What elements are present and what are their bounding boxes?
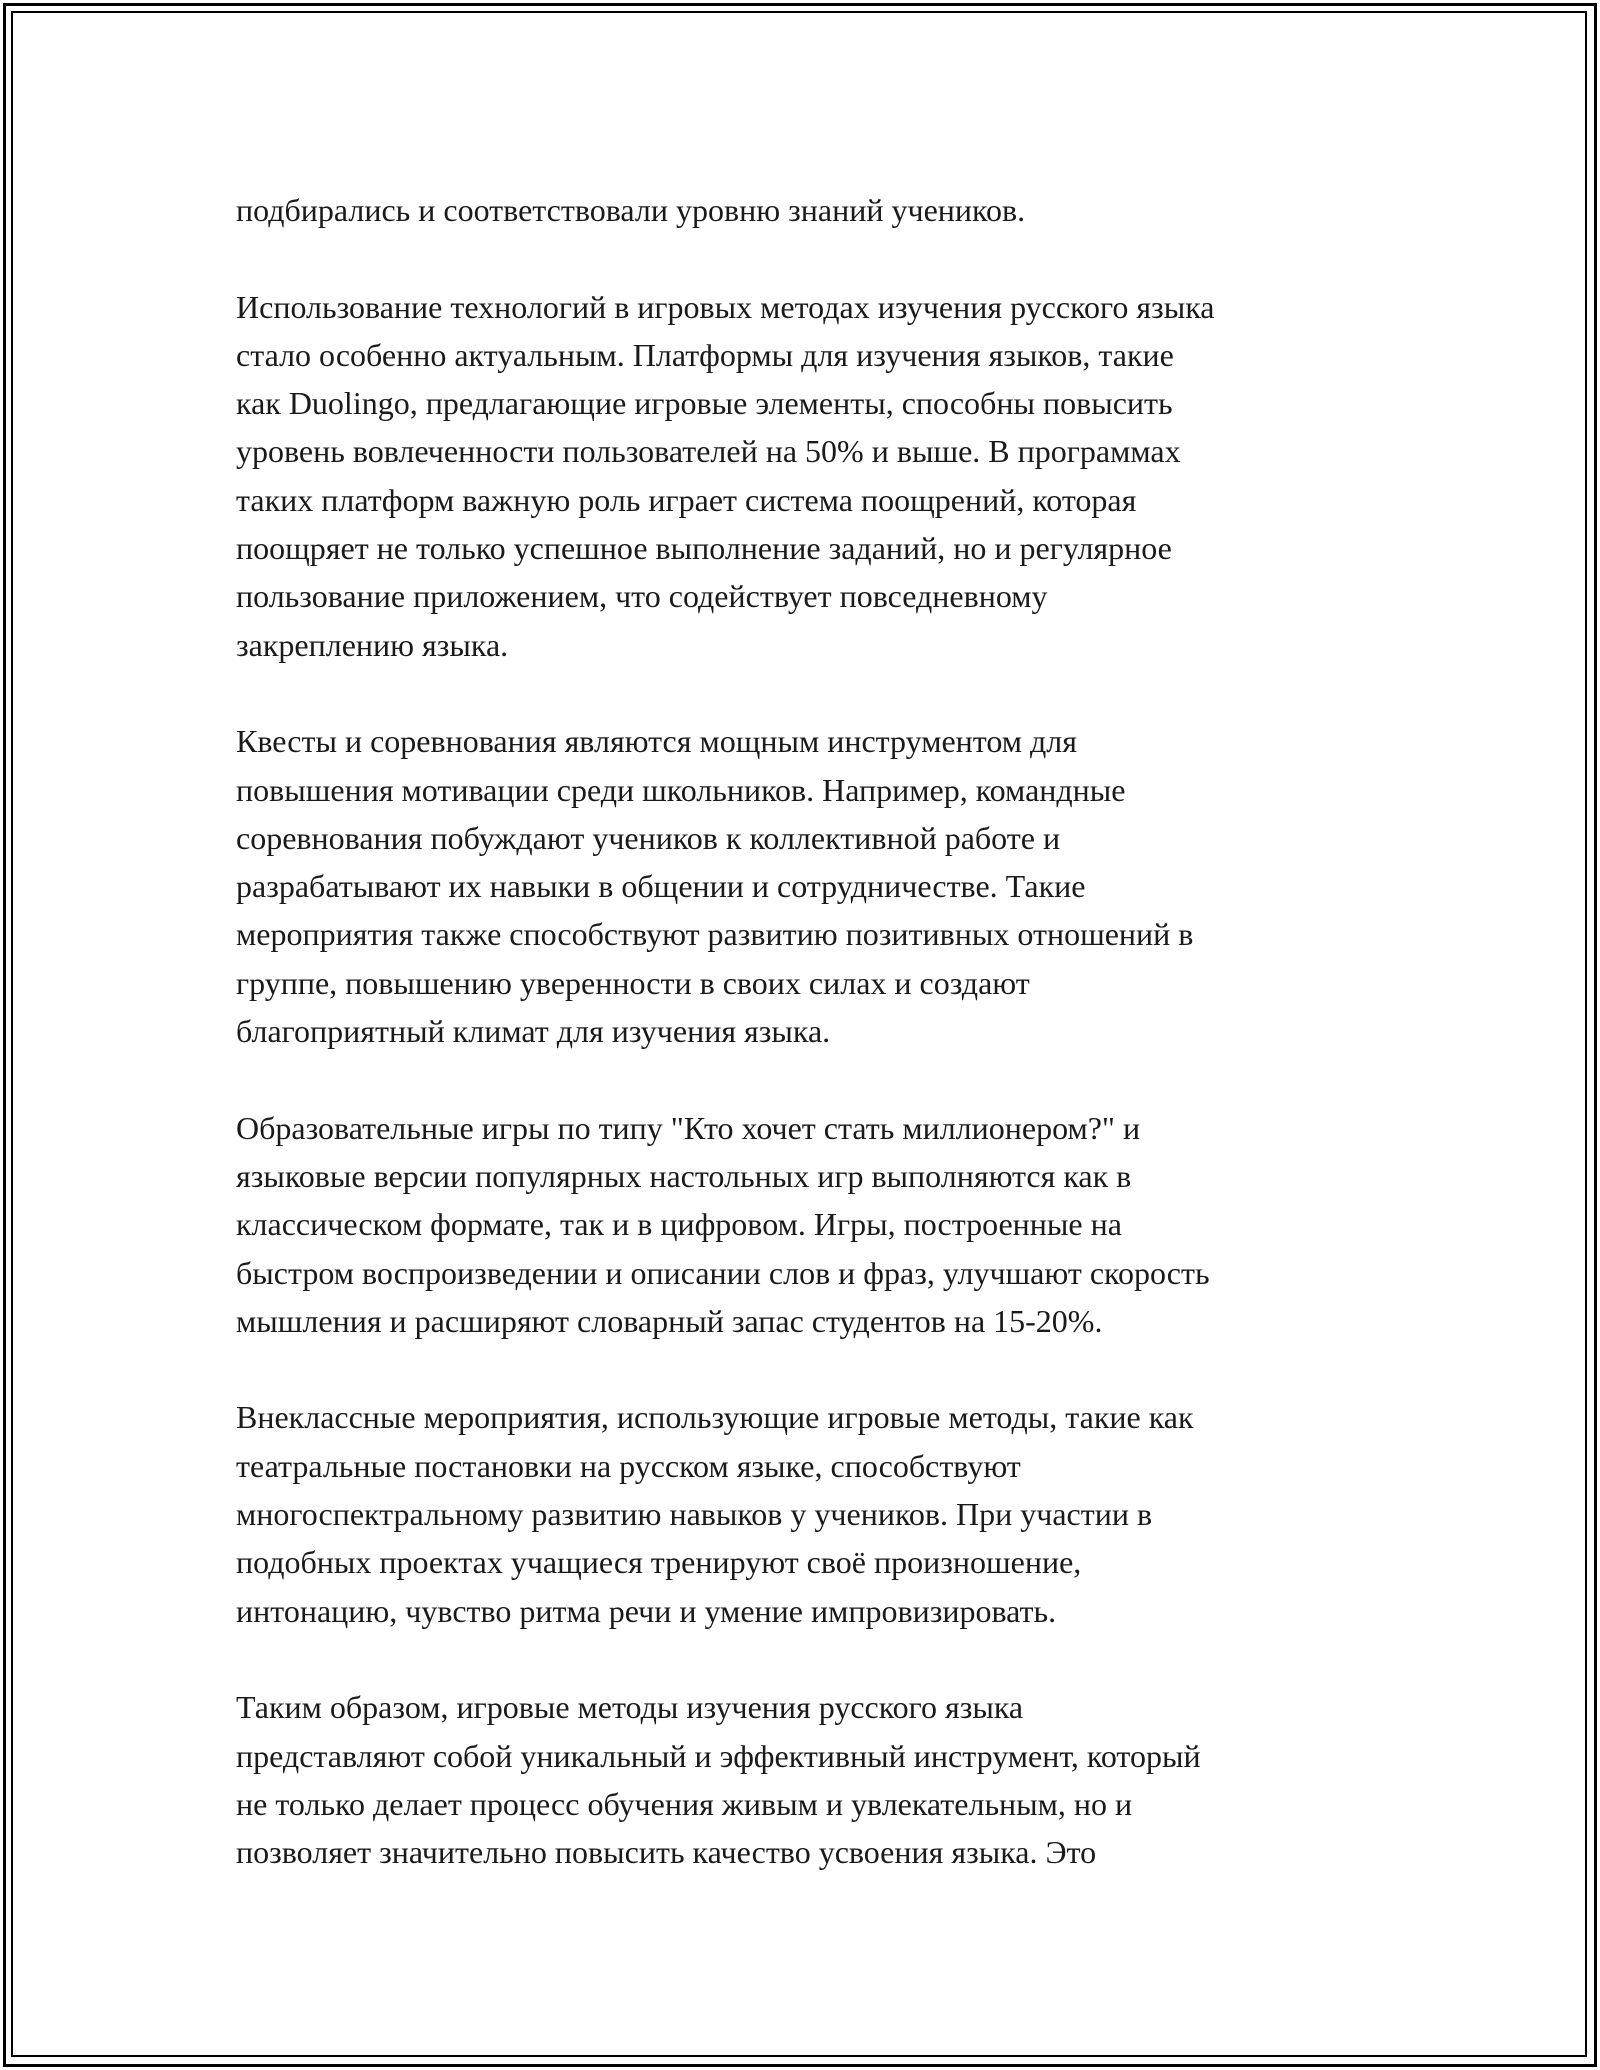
paragraph-2 xyxy=(236,283,1376,669)
text-line: мероприятия также способствуют развитию позитивных отношений в xyxy=(236,916,1194,953)
text-line: театральные постановки на русском языке, способствуют xyxy=(236,1447,1021,1484)
text-line: быстром воспроизведении и описании слов и фраз, улучшают скорость xyxy=(236,1254,1210,1291)
text-line: позволяет значительно повысить качество усвоения языка. Это xyxy=(236,1834,1097,1871)
text-line: Внеклассные мероприятия, использующие игровые методы, такие как xyxy=(236,1399,1194,1436)
text-line: стало особенно актуальным. Платформы для изучения языков, такие xyxy=(236,336,1174,373)
text-line: интонацию, чувство ритма речи и умение импровизировать. xyxy=(236,1592,1057,1629)
paragraph-4 xyxy=(236,1104,1376,1345)
text-line: мышления и расширяют словарный запас студентов на 15-20%. xyxy=(236,1302,1103,1339)
text-line: многоспектральному развитию навыков у учеников. При участии в xyxy=(236,1496,1153,1533)
text-line: подбирались и соответствовали уровню знаний учеников. xyxy=(236,192,1026,228)
text-line: Образовательные игры по типу "Кто хочет стать миллионером?" и xyxy=(236,1109,1141,1146)
text-line: как Duolingo, предлагающие игровые элементы, способны повысить xyxy=(236,385,1173,422)
text-line: повышения мотивации среди школьников. Например, командные xyxy=(236,771,1126,808)
text-line: разрабатывают их навыки в общении и сотрудничестве. Такие xyxy=(236,868,1086,905)
text-line: таких платформ важную роль играет система поощрений, которая xyxy=(236,481,1137,518)
text-line: группе, повышению уверенности в своих силах и создают xyxy=(236,964,1030,1001)
text-line: не только делает процесс обучения живым и увлекательным, но и xyxy=(236,1785,1133,1822)
text-line: представляют собой уникальный и эффективный инструмент, который xyxy=(236,1737,1201,1774)
text-line: Квесты и соревнования являются мощным инструментом для xyxy=(236,723,1077,760)
text-line: благоприятный климат для изучения языка. xyxy=(236,1013,831,1050)
text-line: языковые версии популярных настольных игр выполняются как в xyxy=(236,1157,1132,1194)
paragraph-1 xyxy=(236,186,1376,234)
paragraph-5 xyxy=(236,1393,1376,1634)
paragraph-6 xyxy=(236,1683,1376,1876)
text-line: поощряет не только успешное выполнение заданий, но и регулярное xyxy=(236,530,1172,567)
text-line: Таким образом, игровые методы изучения русского языка xyxy=(236,1689,1024,1726)
text-line: уровень вовлеченности пользователей на 50% и выше. В программах xyxy=(236,433,1181,470)
text-line: соревнования побуждают учеников к коллективной работе и xyxy=(236,819,1061,856)
text-line: подобных проектах учащиеся тренируют своё произношение, xyxy=(236,1544,1082,1581)
text-line: Использование технологий в игровых методах изучения русского языка xyxy=(236,288,1215,325)
text-line: закреплению языка. xyxy=(236,626,509,663)
text-line: классическом формате, так и в цифровом. Игры, построенные на xyxy=(236,1206,1122,1243)
paragraph-3 xyxy=(236,717,1376,1055)
text-line: пользование приложением, что содействует повседневному xyxy=(236,578,1048,615)
document-body xyxy=(236,186,1376,1925)
